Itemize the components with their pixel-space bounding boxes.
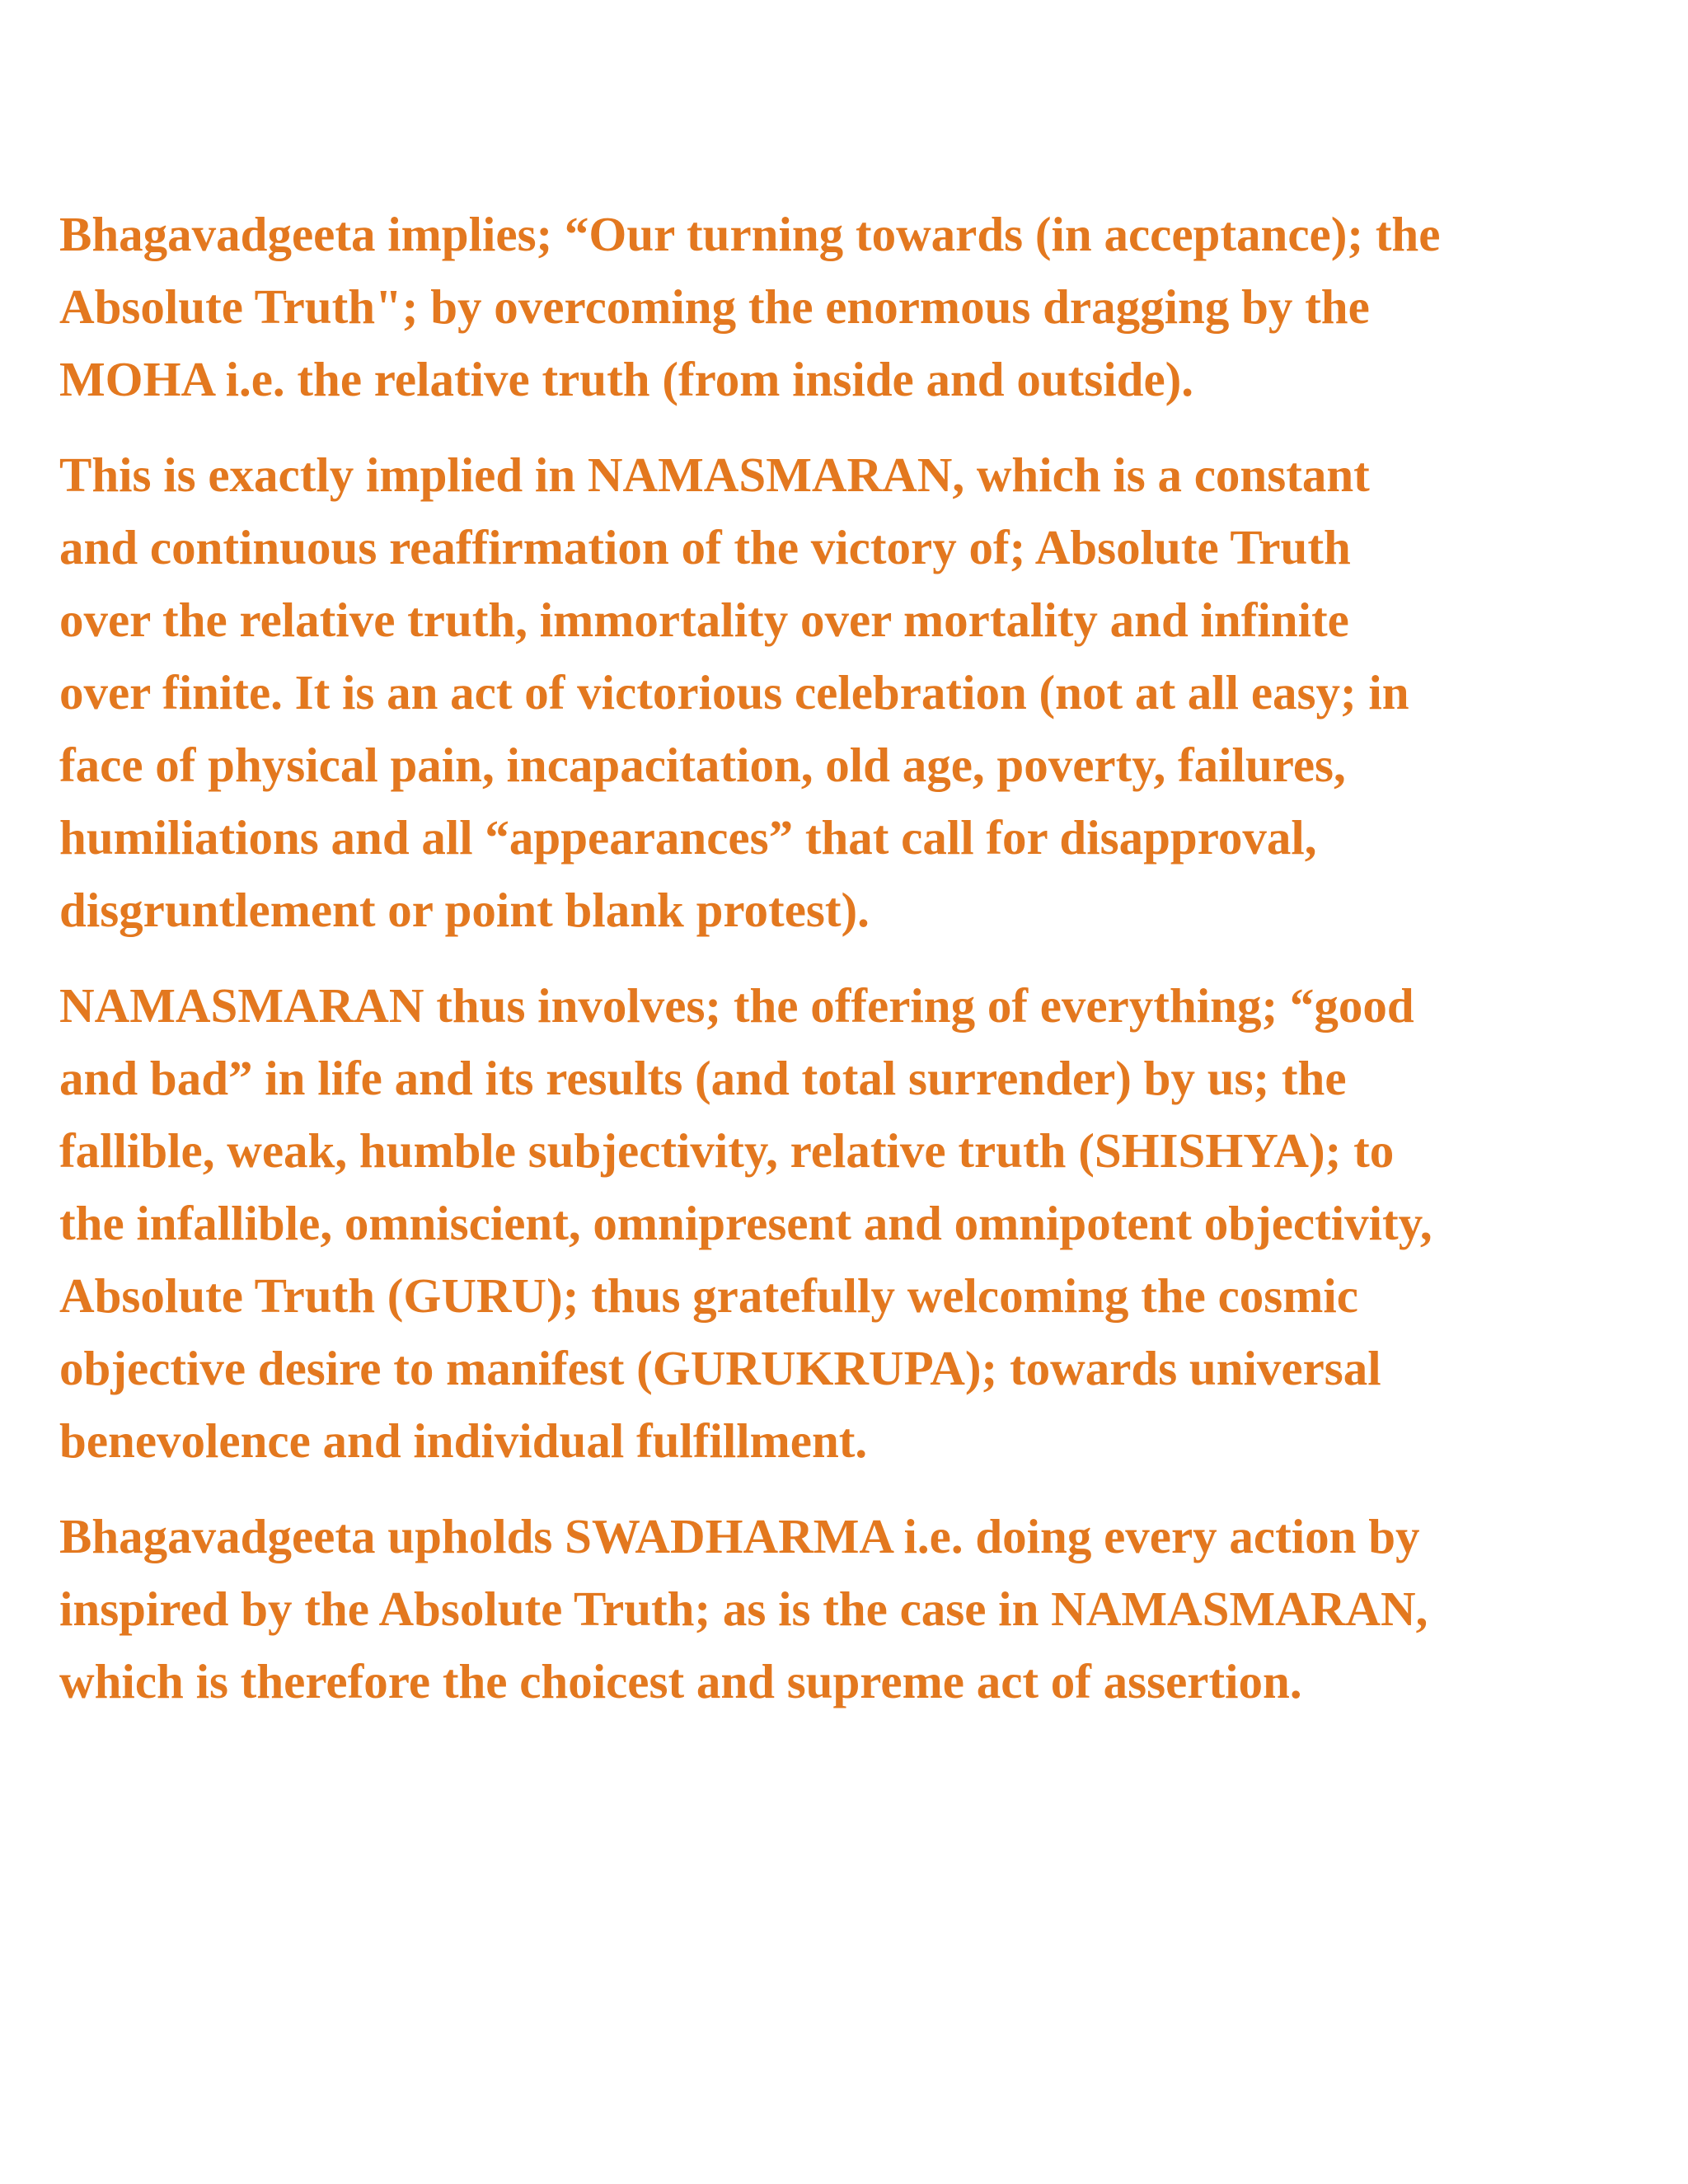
paragraph-2: This is exactly implied in NAMASMARAN, which is a constant and continuous reaffirmation of the victory of; Absolute Truth over the relative truth, immortality over mortality and infinite over finite. It is an act of victorious celebration (not at all easy; in face of physical pain, incapacitation, old age, poverty, failures, humiliations and all “appearances” that call for disapproval, disgruntlement or point blank protest). (59, 448, 1409, 937)
document-body (59, 198, 1642, 1741)
paragraph-1: Bhagavadgeeta implies; “Our turning towards (in acceptance); the Absolute Truth"; by overcoming the enormous dragging by the MOHA i.e. the relative truth (from inside and outside). (59, 207, 1441, 406)
paragraph-3: NAMASMARAN thus involves; the offering of everything; “good and bad” in life and its results (and total surrender) by us; the fallible, weak, humble subjectivity, relative truth (SHISHYA); to the infallible, omniscient, omnipresent and omnipotent objectivity, Absolute Truth (GURU); thus gratefully welcoming the cosmic objective desire to manifest (GURUKRUPA); towards universal benevolence and individual fulfillment. (59, 978, 1432, 1468)
paragraph-4: Bhagavadgeeta upholds SWADHARMA i.e. doing every action by inspired by the Absolute Truth; as is the case in NAMASMARAN, which is therefore the choicest and supreme act of assertion. (59, 1509, 1428, 1708)
